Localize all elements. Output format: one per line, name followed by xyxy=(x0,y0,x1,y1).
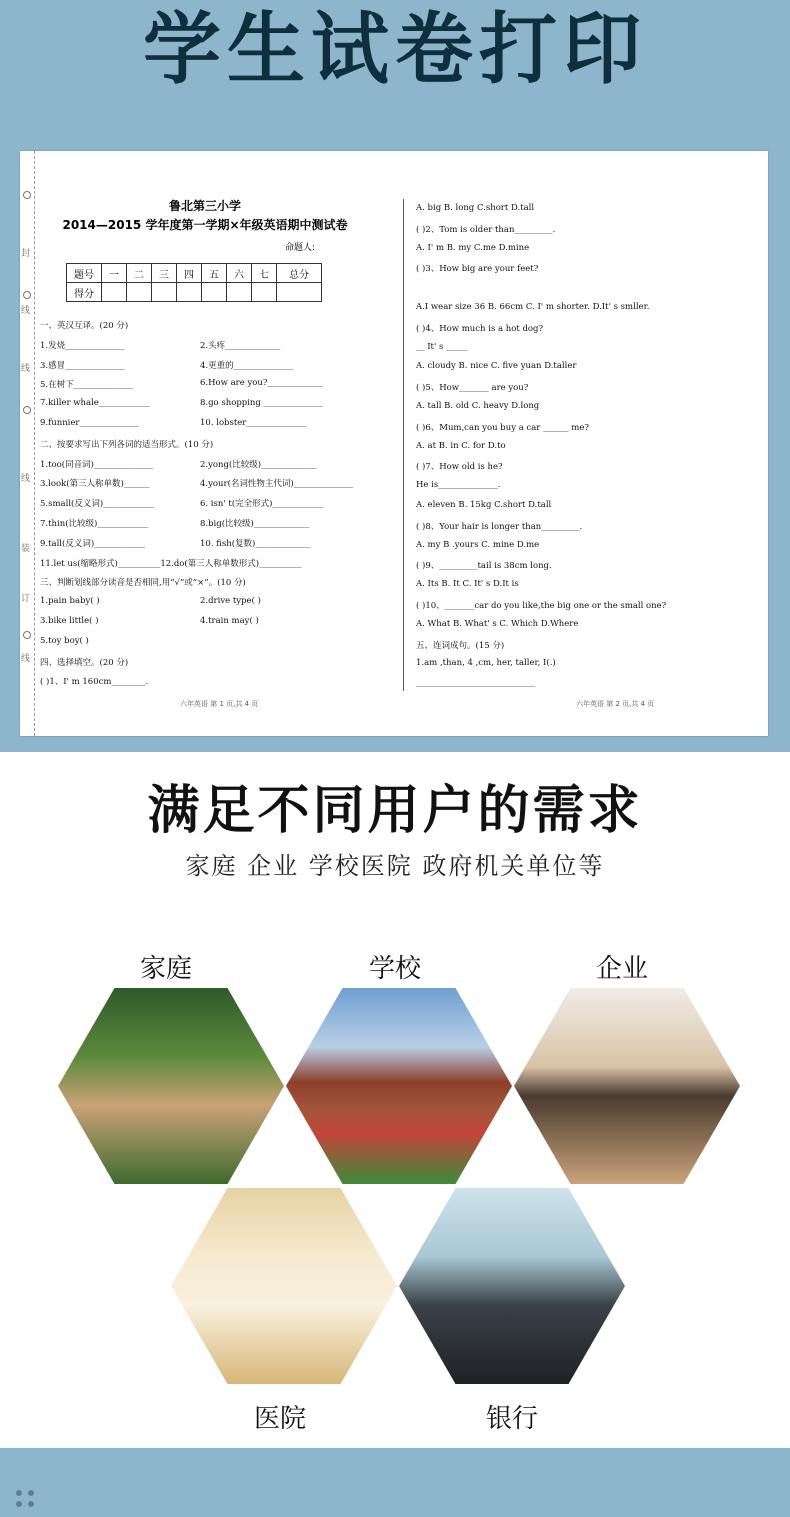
exam-line-text: 三、判断划线部分读音是否相同,用“√”或“×”。(10 分) xyxy=(40,578,246,589)
exam-line-text: A. eleven B. 15kg C.short D.tall xyxy=(416,500,552,510)
score-header-cell: 四 xyxy=(177,264,202,283)
score-row-label: 得分 xyxy=(67,283,102,302)
drag-handle-icon[interactable] xyxy=(16,1490,40,1510)
exam-paper-preview xyxy=(20,151,768,736)
exam-line-text: ( )10、_______car do you like,the big one or the small one? xyxy=(416,601,667,611)
exam-line-text: ( )3、How big are your feet? xyxy=(416,264,539,275)
exam-line-text: ( )7、How old is he? xyxy=(416,462,503,473)
exam-line-text: ( )4、How much is a hot dog? xyxy=(416,323,544,334)
score-header-cell: 二 xyxy=(127,264,152,283)
score-header-cell: 总分 xyxy=(277,264,322,283)
score-cell xyxy=(177,283,202,302)
score-table xyxy=(66,263,322,302)
hero-title: 学生试卷打印 xyxy=(142,5,647,95)
exam-line-text: He is______________. xyxy=(416,480,501,491)
exam-line-text: 10. fish(复数)_____________ xyxy=(200,538,311,549)
exam-line-text: 10. lobster______________ xyxy=(200,418,306,428)
score-header-cell: 三 xyxy=(152,264,177,283)
exam-line-text: ( )5、How_______ are you? xyxy=(416,383,529,394)
score-cell xyxy=(202,283,227,302)
exam-line-text: 五、连词成句。(15 分) xyxy=(416,640,505,651)
exam-line-text: 1.am ,than, 4 ,cm, her, taller, I(.) xyxy=(416,658,556,669)
exam-line-text: 5.toy boy( ) xyxy=(40,635,89,646)
exam-line-text: 7.killer whale____________ xyxy=(40,398,150,409)
exam-line-text: A. Its B. It C. It' s D.It is xyxy=(416,579,519,590)
exam-line-text: ( )1、I' m 160cm________. xyxy=(40,677,149,688)
score-table-row xyxy=(67,283,322,302)
binding-char: 订 xyxy=(21,594,31,604)
binding-char: 封 xyxy=(21,249,31,259)
category-label-hospital: 医院 xyxy=(253,1404,306,1434)
section-subtitle: 家庭 企业 学校医院 政府机关单位等 xyxy=(185,852,605,880)
bank-photo xyxy=(399,1188,625,1384)
school-name: 鲁北第三小学 xyxy=(168,199,241,213)
score-cell xyxy=(277,283,322,302)
exam-line-text: A. my B .yours C. mine D.me xyxy=(416,539,540,550)
exam-line-text: 3.look(第三人称单数)______ xyxy=(40,479,150,490)
exam-line-text: ( )9、_________tail is 38cm long. xyxy=(416,561,552,572)
exam-line-text: 2.drive type( ) xyxy=(200,596,261,607)
exam-line-text: 2.yong(比较级)_____________ xyxy=(200,459,317,470)
exam-line-text: 四、选择填空。(20 分) xyxy=(40,657,129,668)
score-cell xyxy=(127,283,152,302)
exam-line-text: 9.tall(反义词)____________ xyxy=(40,538,146,549)
exam-line-text: 6. isn' t(完全形式)____________ xyxy=(200,499,324,510)
exam-line-text: 一、英汉互译。(20 分) xyxy=(40,321,129,331)
exam-line-text: 8.big(比较级)_____________ xyxy=(200,519,310,529)
author-label: 命题人: xyxy=(285,243,316,253)
exam-line-text: 7.thin(比较级)____________ xyxy=(40,519,149,529)
exam-line-text: A.I wear size 36 B. 66cm C. I' m shorter. D.It' s smller. xyxy=(416,302,650,312)
exam-line-text: 6.How are you?_____________ xyxy=(200,378,323,389)
score-header-cell: 一 xyxy=(102,264,127,283)
hospital-photo xyxy=(171,1188,397,1384)
binding-hole-icon xyxy=(23,631,31,639)
footer-band xyxy=(0,1448,790,1517)
page-footer-right: 六年英语 第 2 页,共 4 页 xyxy=(576,700,655,708)
exam-line-text: 2.头疼_____________ xyxy=(200,340,281,351)
exam-line-text: A. I' m B. my C.me D.mine xyxy=(416,242,530,253)
exam-line-text: ( )8、Your hair is longer than_________. xyxy=(416,521,583,532)
binding-char: 线 xyxy=(21,306,31,316)
exam-line-text: 1.发烧______________ xyxy=(40,340,125,351)
exam-line-text: 1.too(同音词)______________ xyxy=(40,459,154,470)
exam-line-text: 二、按要求写出下列各词的适当形式。(10 分) xyxy=(40,439,214,450)
exam-title: 2014—2015 学年度第一学期×年级英语期中测试卷 xyxy=(62,218,348,232)
section-title: 满足不同用户的需求 xyxy=(147,781,643,841)
score-header-cell: 五 xyxy=(202,264,227,283)
exam-line-text: A. big B. long C.short D.tall xyxy=(416,203,535,213)
score-cell xyxy=(227,283,252,302)
exam-line-text: A. at B. in C. for D.to xyxy=(416,440,506,451)
exam-line-text: 4.your(名词性物主代词)______________ xyxy=(200,479,354,490)
binding-char: 线 xyxy=(21,654,31,664)
family-photo xyxy=(58,988,284,1184)
binding-margin xyxy=(20,151,35,736)
exam-line-text: 5.在树下______________ xyxy=(40,380,134,391)
exam-line-text: A. tall B. old C. heavy D.long xyxy=(416,401,540,411)
exam-line-text: 4.更重的______________ xyxy=(200,360,294,371)
exam-line-text: 5.small(反义词)____________ xyxy=(40,499,155,510)
exam-line-text: 3.bike little( ) xyxy=(40,616,99,626)
score-cell xyxy=(152,283,177,302)
exam-line-text: A. cloudy B. nice C. five yuan D.taller xyxy=(416,361,577,372)
office-photo xyxy=(514,988,740,1184)
score-header-cell: 题号 xyxy=(67,264,102,283)
exam-line-text: 11.let us(缩略形式)__________12.do(第三人称单数形式)__________ xyxy=(40,558,302,569)
exam-line-text: ( )2、Tom is older than_________. xyxy=(416,224,556,235)
exam-line-text: __ It' s _____ xyxy=(416,341,468,352)
school-photo xyxy=(286,988,512,1184)
category-label-home: 家庭 xyxy=(139,954,192,984)
column-divider xyxy=(403,199,404,691)
binding-hole-icon xyxy=(23,406,31,414)
binding-char: 线 xyxy=(21,474,31,484)
binding-char: 线 xyxy=(21,364,31,374)
exam-line-text: 8.go shopping ______________ xyxy=(200,398,324,409)
exam-line-text: 9.funnier______________ xyxy=(40,418,139,428)
exam-line-text: 3.感冒______________ xyxy=(40,360,125,371)
score-cell xyxy=(252,283,277,302)
exam-line-text: 1.pain baby( ) xyxy=(40,596,100,607)
score-cell xyxy=(102,283,127,302)
category-label-school: 学校 xyxy=(368,954,421,984)
binding-char: 装 xyxy=(21,544,31,554)
page-footer-left: 六年英语 第 1 页,共 4 页 xyxy=(180,700,259,708)
exam-line-text: ( )6、Mum,can you buy a car ______ me? xyxy=(416,422,589,433)
binding-hole-icon xyxy=(23,291,31,299)
exam-line-text: 4.train may( ) xyxy=(200,616,259,626)
score-table-header-row xyxy=(67,264,322,283)
exam-line-text: A. What B. What' s C. Which D.Where xyxy=(416,618,579,629)
category-label-enterprise: 企业 xyxy=(595,954,648,984)
category-label-bank: 银行 xyxy=(485,1404,538,1434)
score-header-cell: 七 xyxy=(252,264,277,283)
score-header-cell: 六 xyxy=(227,264,252,283)
exam-line-text: ____________________________ xyxy=(416,678,535,689)
